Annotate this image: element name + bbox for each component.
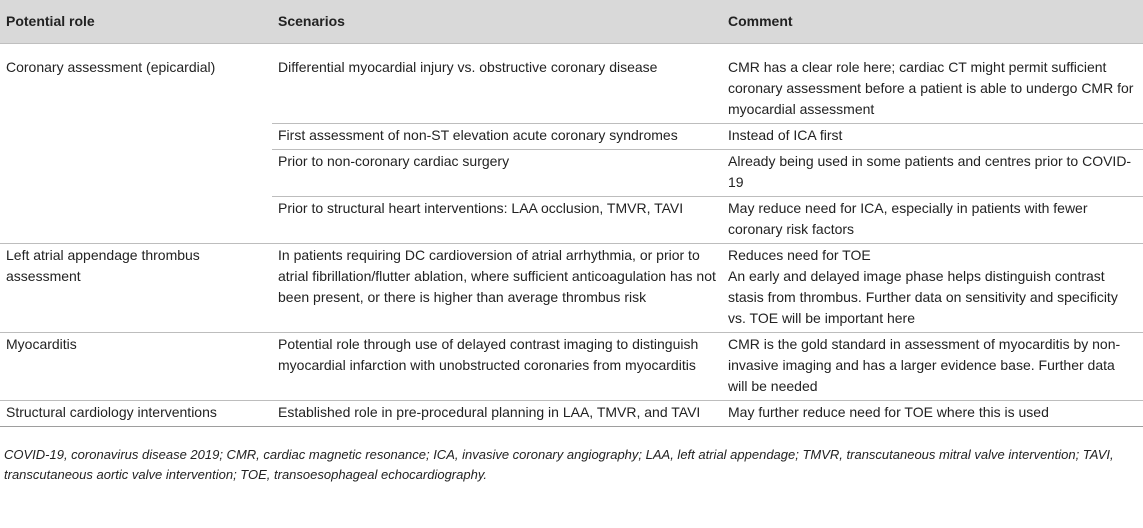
role-cell: Left atrial appendage thrombus assessment [0,244,272,333]
table-row [0,197,1143,244]
table-row [0,401,1143,427]
role-cell: Coronary assessment (epicardial) [6,59,216,75]
role-cell: Structural cardiology interventions [6,404,217,420]
comment-cell: Already being used in some patients and centres prior to COVID-19 [722,150,1143,197]
header-row [0,0,1143,44]
comment-line: An early and delayed image phase helps distinguish contrast stasis from thrombus. Further data on sensitivity and specificity vs. TOE will be important here [728,268,1118,326]
comment-cell [722,244,1143,333]
table-row [0,244,1143,333]
comment-cell: May reduce need for ICA, especially in patients with fewer coronary risk factors [722,197,1143,244]
header-scenarios: Scenarios [272,0,722,44]
comment-line: Reduces need for TOE [728,247,871,263]
table-footnote: COVID-19, coronavirus disease 2019; CMR, cardiac magnetic resonance; ICA, invasive coronary angiography; LAA, left atrial appendage; TMVR, transcutaneous mitral valve intervention; TAVI, transcutaneous aortic valve intervention; TOE, transoesophageal echocardiography. [4,447,1114,482]
scenario-cell: Potential role through use of delayed contrast imaging to distinguish myocardial infarction with unobstructed coronaries from myocarditis [272,333,722,401]
table-row [0,333,1143,401]
comment-cell: CMR has a clear role here; cardiac CT might permit sufficient coronary assessment before a patient is able to undergo CMR for myocardial assessment [722,44,1143,124]
header-potential-role: Potential role [0,0,272,44]
scenario-cell: Prior to non-coronary cardiac surgery [272,150,722,197]
role-cell [0,197,272,244]
table-row [0,150,1143,197]
header-comment: Comment [722,0,1143,44]
table-row [0,44,1143,124]
comment-cell: Instead of ICA first [722,124,1143,150]
comment-cell: May further reduce need for TOE where this is used [728,404,1049,420]
scenario-cell: First assessment of non-ST elevation acute coronary syndromes [272,124,722,150]
role-cell [0,124,272,150]
scenario-cell: Differential myocardial injury vs. obstructive coronary disease [272,44,722,124]
scenario-cell: Prior to structural heart interventions: LAA occlusion, TMVR, TAVI [272,197,722,244]
role-cell: Myocarditis [0,333,272,401]
comment-cell: CMR is the gold standard in assessment of myocarditis by non-invasive imaging and has a larger evidence base. Further data will be needed [722,333,1143,401]
table-row [0,124,1143,150]
scenario-cell: In patients requiring DC cardioversion of atrial arrhythmia, or prior to atrial fibrillation/flutter ablation, where sufficient anticoagulation has not been present, or there is higher than average thrombus risk [272,244,722,333]
scenario-cell: Established role in pre-procedural planning in LAA, TMVR, and TAVI [278,404,701,420]
role-cell [0,150,272,197]
